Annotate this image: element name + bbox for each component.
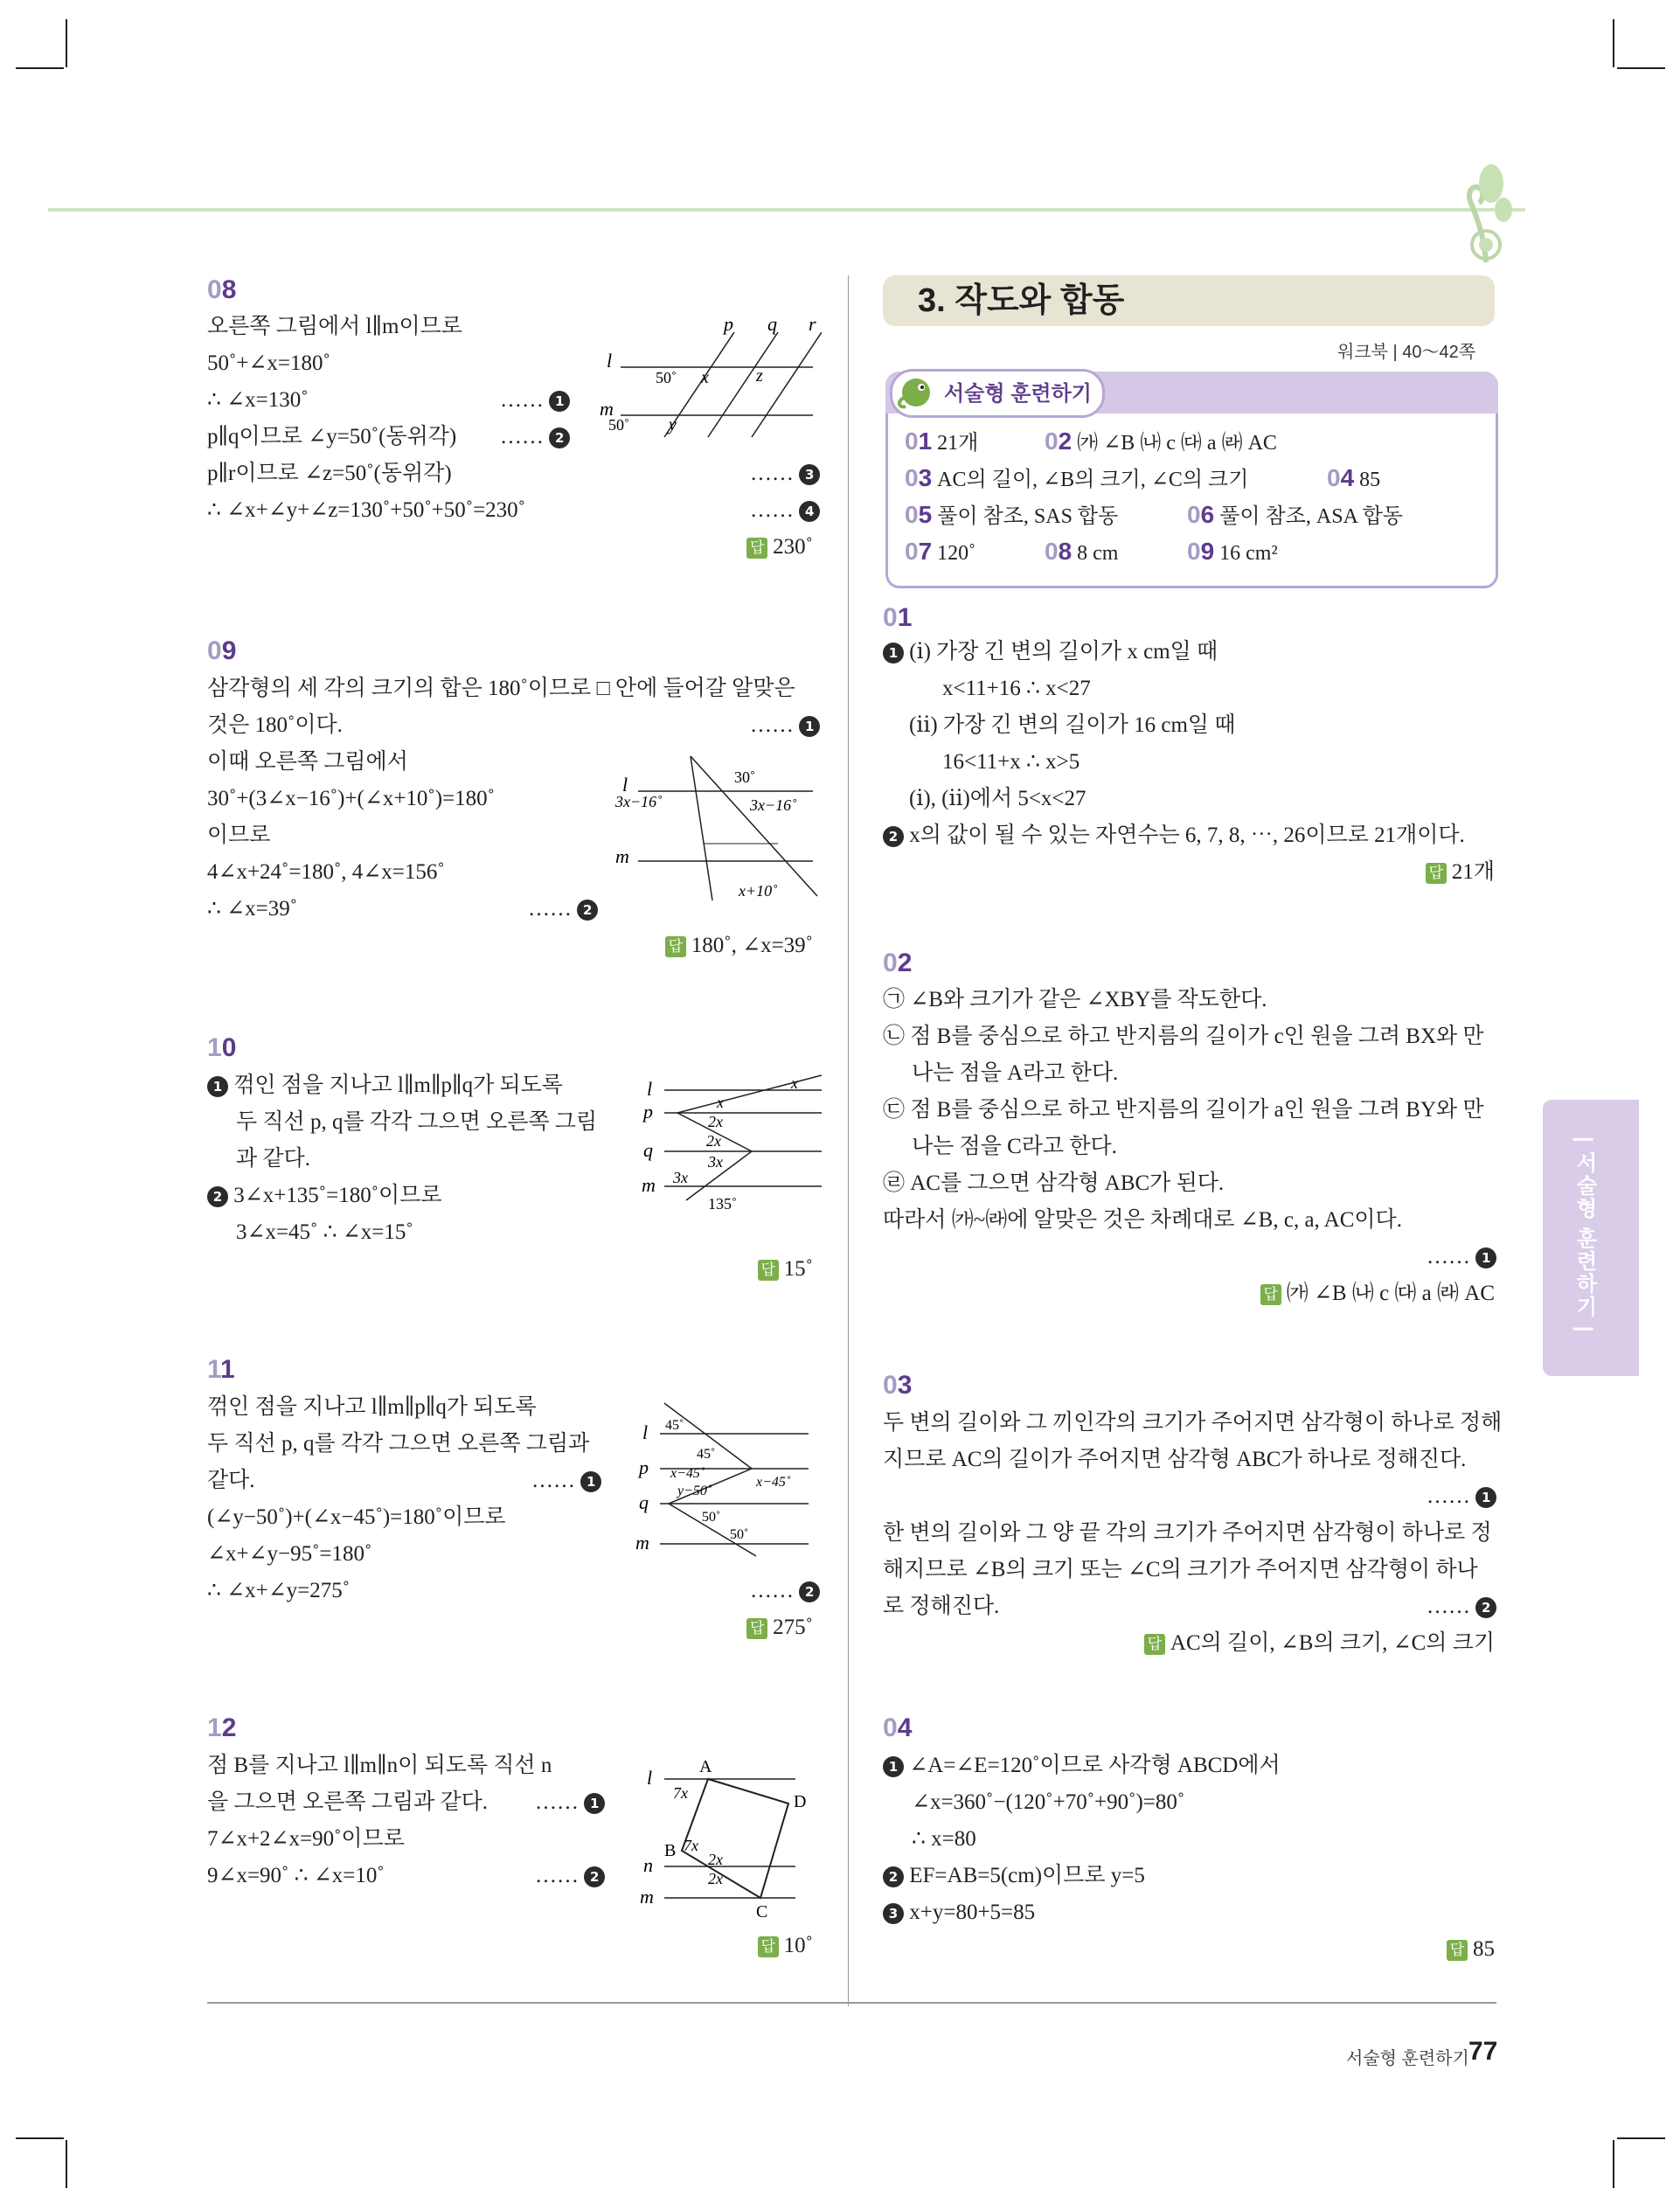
svg-text:D: D [794, 1792, 807, 1811]
text-line: 오른쪽 그림에서 l∥m이므로 [207, 315, 462, 338]
svg-text:50˚: 50˚ [730, 1527, 749, 1542]
svg-text:z: z [756, 366, 763, 386]
svg-text:r: r [809, 315, 816, 335]
figure-09 [612, 747, 822, 905]
svg-text:3x: 3x [708, 1153, 723, 1171]
text-line: 1 ∠A=∠E=120˚이므로 사각형 ABCD에서 [883, 1752, 1281, 1780]
text-line: ∴ ∠x+∠y=275˚ [207, 1579, 351, 1602]
answer: 답 275˚ [725, 1614, 813, 1642]
answer: 답 230˚ [725, 533, 813, 561]
side-tab-label: | 서술형 훈련하기 | [1572, 1136, 1596, 1334]
page-number: 77 [1468, 2037, 1498, 2066]
summary-item: 04 85 [1327, 464, 1381, 491]
text-line: 2 x의 값이 될 수 있는 자연수는 6, 7, 8, ⋯, 26이므로 21개이다. [883, 822, 1465, 850]
summary-item: 03 AC의 길이, ∠B의 크기, ∠C의 크기 [905, 464, 1249, 491]
text-line: 두 직선 p, q를 각각 그으면 오른쪽 그림과 [207, 1432, 590, 1456]
step-marker: …… 4 [750, 497, 820, 525]
summary-item: 02 ㈎ ∠B ㈏ c ㈐ a ㈑ AC [1045, 427, 1277, 455]
svg-text:l: l [647, 1078, 653, 1100]
problem-number: 03 [883, 1371, 913, 1400]
summary-item: 09 16 cm² [1187, 538, 1278, 565]
svg-text:n: n [643, 1854, 653, 1876]
text-line: ㉠ ∠B와 크기가 같은 ∠XBY를 작도한다. [883, 988, 1267, 1011]
text-line: 7∠x+2∠x=90˚이므로 [207, 1827, 405, 1851]
answer: 답 180˚, ∠x=39˚ [638, 932, 813, 960]
step-marker: …… 2 [528, 895, 598, 923]
svg-text:45˚: 45˚ [665, 1418, 684, 1433]
text-line: 이때 오른쪽 그림에서 [207, 750, 408, 774]
answer-summary-label: 서술형 훈련하기 [944, 382, 1092, 406]
svg-text:50˚: 50˚ [608, 416, 629, 434]
summary-item: 07 120˚ [905, 538, 976, 565]
text-line: 3∠x=45˚ ∴ ∠x=15˚ [236, 1220, 413, 1244]
text-line: ∴ x=80 [912, 1827, 976, 1851]
footer-title: 서술형 훈련하기 [1346, 2049, 1469, 2068]
svg-text:p: p [639, 1456, 649, 1478]
text-line: x<11+16 ∴ x<27 [942, 677, 1091, 700]
text-line: 삼각형의 세 각의 크기의 합은 180˚이므로 □ 안에 들어갈 알맞은 [207, 677, 795, 700]
svg-text:q: q [639, 1491, 649, 1513]
svg-text:2x: 2x [708, 1870, 723, 1887]
svg-text:3x: 3x [673, 1169, 688, 1186]
text-line: 한 변의 길이와 그 양 끝 각의 크기가 주어지면 삼각형이 하나로 정 [883, 1521, 1492, 1545]
svg-text:x: x [701, 368, 709, 387]
text-line: 해지므로 ∠B의 크기 또는 ∠C의 크기가 주어지면 삼각형이 하나 [883, 1558, 1478, 1581]
crop-mark [1613, 2140, 1614, 2188]
svg-text:q: q [767, 315, 777, 335]
answer: 답 21개 [1364, 858, 1495, 886]
svg-text:q: q [643, 1139, 653, 1161]
svg-text:B: B [664, 1841, 677, 1860]
text-line: 과 같다. [236, 1147, 310, 1171]
text-line: 꺾인 점을 지나고 l∥m∥p∥q가 되도록 [207, 1395, 537, 1419]
text-line: (ⅱ) 가장 긴 변의 길이가 16 cm일 때 [909, 713, 1236, 737]
problem-number: 09 [207, 636, 237, 665]
svg-text:p: p [643, 1101, 653, 1122]
answer: 답 AC의 길이, ∠B의 크기, ∠C의 크기 [1101, 1630, 1495, 1657]
text-line: 4∠x+24˚=180˚, 4∠x=156˚ [207, 860, 445, 884]
text-line: 두 직선 p, q를 각각 그으면 오른쪽 그림 [236, 1110, 598, 1134]
svg-text:50˚: 50˚ [656, 369, 677, 386]
text-line: 같다. [207, 1469, 255, 1492]
step-marker: …… 1 [500, 386, 570, 414]
step-marker: …… 1 [1427, 1243, 1496, 1271]
svg-text:45˚: 45˚ [697, 1447, 716, 1462]
text-line: ∴ ∠x+∠y+∠z=130˚+50˚+50˚=230˚ [207, 498, 525, 522]
text-line: 점 B를 지나고 l∥m∥n이 되도록 직선 n [207, 1754, 552, 1777]
text-line: (∠y−50˚)+(∠x−45˚)=180˚이므로 [207, 1505, 506, 1529]
svg-text:3x−16˚: 3x−16˚ [750, 796, 797, 814]
text-line: ㉡ 점 B를 중심으로 하고 반지름의 길이가 c인 원을 그려 BX와 만 [883, 1025, 1484, 1048]
svg-text:7x: 7x [673, 1784, 688, 1802]
figure-12 [638, 1753, 822, 1923]
text-line: p∥q이므로 ∠y=50˚(동위각) [207, 425, 457, 448]
text-line: ∠x+∠y−95˚=180˚ [207, 1542, 372, 1566]
text-line: ㉣ AC를 그으면 삼각형 ABC가 된다. [883, 1171, 1225, 1195]
svg-text:l: l [622, 774, 628, 796]
text-line: 것은 180˚이다. [207, 713, 343, 737]
svg-text:x−45˚: x−45˚ [670, 1466, 705, 1481]
svg-text:3x−16˚: 3x−16˚ [615, 793, 663, 810]
step-marker: …… 2 [750, 1577, 820, 1605]
answer: 답 15˚ [725, 1255, 813, 1283]
text-line: ∴ ∠x=130˚ [207, 388, 309, 412]
problem-number: 12 [207, 1713, 237, 1742]
text-line: 두 변의 길이와 그 끼인각의 크기가 주어지면 삼각형이 하나로 정해 [883, 1411, 1503, 1435]
crop-mark [16, 67, 64, 69]
text-line: 로 정해진다. [883, 1595, 1000, 1618]
svg-text:7x: 7x [684, 1837, 698, 1854]
figure-08 [594, 315, 822, 446]
svg-text:50˚: 50˚ [702, 1510, 721, 1525]
text-line: 9∠x=90˚ ∴ ∠x=10˚ [207, 1864, 385, 1887]
text-line: 2 EF=AB=5(cm)이므로 y=5 [883, 1862, 1145, 1890]
figure-11 [634, 1399, 826, 1565]
text-line: 2 3∠x+135˚=180˚이므로 [207, 1182, 442, 1210]
text-line: 나는 점을 C라고 한다. [912, 1135, 1117, 1158]
problem-number: 04 [883, 1713, 913, 1742]
svg-text:2x: 2x [706, 1132, 721, 1150]
svg-text:x+10˚: x+10˚ [739, 882, 778, 900]
svg-text:y: y [669, 415, 677, 434]
crop-mark [66, 2140, 67, 2188]
column-divider [848, 275, 849, 2006]
svg-text:2x: 2x [708, 1851, 723, 1868]
svg-text:x−45˚: x−45˚ [756, 1475, 791, 1490]
answer: 답 10˚ [725, 1932, 813, 1960]
svg-text:p: p [724, 315, 733, 335]
text-line: 50˚+∠x=180˚ [207, 351, 330, 375]
problem-number: 01 [883, 603, 913, 632]
svg-text:l: l [607, 350, 613, 372]
text-line: ㉢ 점 B를 중심으로 하고 반지름의 길이가 a인 원을 그려 BY와 만 [883, 1098, 1484, 1122]
svg-text:m: m [615, 845, 629, 867]
svg-text:l: l [642, 1421, 649, 1443]
problem-number: 11 [207, 1355, 235, 1384]
answer: 답 85 [1390, 1935, 1495, 1963]
crop-mark [1617, 2137, 1665, 2139]
summary-item: 05 풀이 참조, SAS 합동 [905, 501, 1119, 528]
crop-mark [66, 19, 67, 67]
text-line: p∥r이므로 ∠z=50˚(동위각) [207, 462, 452, 485]
step-marker: …… 1 [535, 1789, 605, 1817]
svg-text:l: l [647, 1767, 653, 1789]
text-line: 16<11+x ∴ x>5 [942, 750, 1080, 774]
svg-text:C: C [756, 1902, 768, 1922]
step-marker: …… 1 [1427, 1483, 1496, 1511]
summary-item: 01 21개 [905, 427, 979, 455]
step-marker: …… 3 [750, 460, 820, 488]
svg-text:2x: 2x [708, 1113, 723, 1130]
svg-text:30˚: 30˚ [734, 768, 755, 786]
text-line: 30˚+(3∠x−16˚)+(∠x+10˚)=180˚ [207, 787, 495, 810]
svg-text:m: m [642, 1174, 656, 1196]
svg-text:x: x [717, 1094, 724, 1111]
crop-mark [16, 2137, 64, 2139]
problem-number: 02 [883, 949, 913, 977]
svg-text:A: A [699, 1757, 712, 1776]
step-marker: …… 1 [531, 1467, 601, 1495]
text-line: (ⅰ), (ⅱ)에서 5<x<27 [909, 787, 1086, 810]
workbook-reference: 워크북 | 40～42쪽 [1337, 343, 1476, 362]
text-line: 따라서 ㈎~㈑에 알맞은 것은 차례대로 ∠B, c, a, AC이다. [883, 1208, 1402, 1232]
text-line: 나는 점을 A라고 한다. [912, 1061, 1119, 1085]
text-line: 3 x+y=80+5=85 [883, 1899, 1035, 1927]
step-marker: …… 2 [500, 423, 570, 451]
svg-text:135˚: 135˚ [708, 1195, 737, 1213]
text-line: 1 꺾인 점을 지나고 l∥m∥p∥q가 되도록 [207, 1072, 563, 1100]
section-title: 3. 작도와 합동 [918, 282, 1125, 319]
step-marker: …… 2 [1427, 1593, 1496, 1621]
svg-text:y−50˚: y−50˚ [677, 1484, 712, 1498]
summary-item: 08 8 cm [1045, 538, 1119, 565]
crop-mark [1617, 67, 1665, 69]
svg-text:m: m [600, 398, 614, 420]
text-line: ∠x=360˚−(120˚+70˚+90˚)=80˚ [912, 1790, 1185, 1814]
svg-text:m: m [640, 1886, 654, 1908]
problem-number: 10 [207, 1033, 237, 1062]
text-line: 1 (ⅰ) 가장 긴 변의 길이가 x cm일 때 [883, 638, 1218, 666]
step-marker: …… 2 [535, 1862, 605, 1890]
text-line: ∴ ∠x=39˚ [207, 897, 298, 921]
text-line: 지므로 AC의 길이가 주어지면 삼각형 ABC가 하나로 정해진다. [883, 1448, 1467, 1471]
text-line: 을 그으면 오른쪽 그림과 같다. [207, 1790, 489, 1814]
chameleon-icon [893, 372, 942, 412]
step-marker: …… 1 [750, 712, 820, 740]
answer: 답 ㈎ ∠B ㈏ c ㈐ a ㈑ AC [1189, 1280, 1495, 1308]
svg-text:m: m [635, 1532, 649, 1553]
figure-10 [638, 1071, 822, 1220]
problem-number: 08 [207, 275, 237, 304]
summary-item: 06 풀이 참조, ASA 합동 [1187, 501, 1403, 528]
header-rule [48, 208, 1525, 212]
text-line: 이므로 [207, 824, 271, 847]
crop-mark [1613, 19, 1614, 67]
footer-rule [207, 2002, 1496, 2004]
sprout-icon [1451, 149, 1521, 271]
svg-text:x: x [791, 1074, 798, 1092]
